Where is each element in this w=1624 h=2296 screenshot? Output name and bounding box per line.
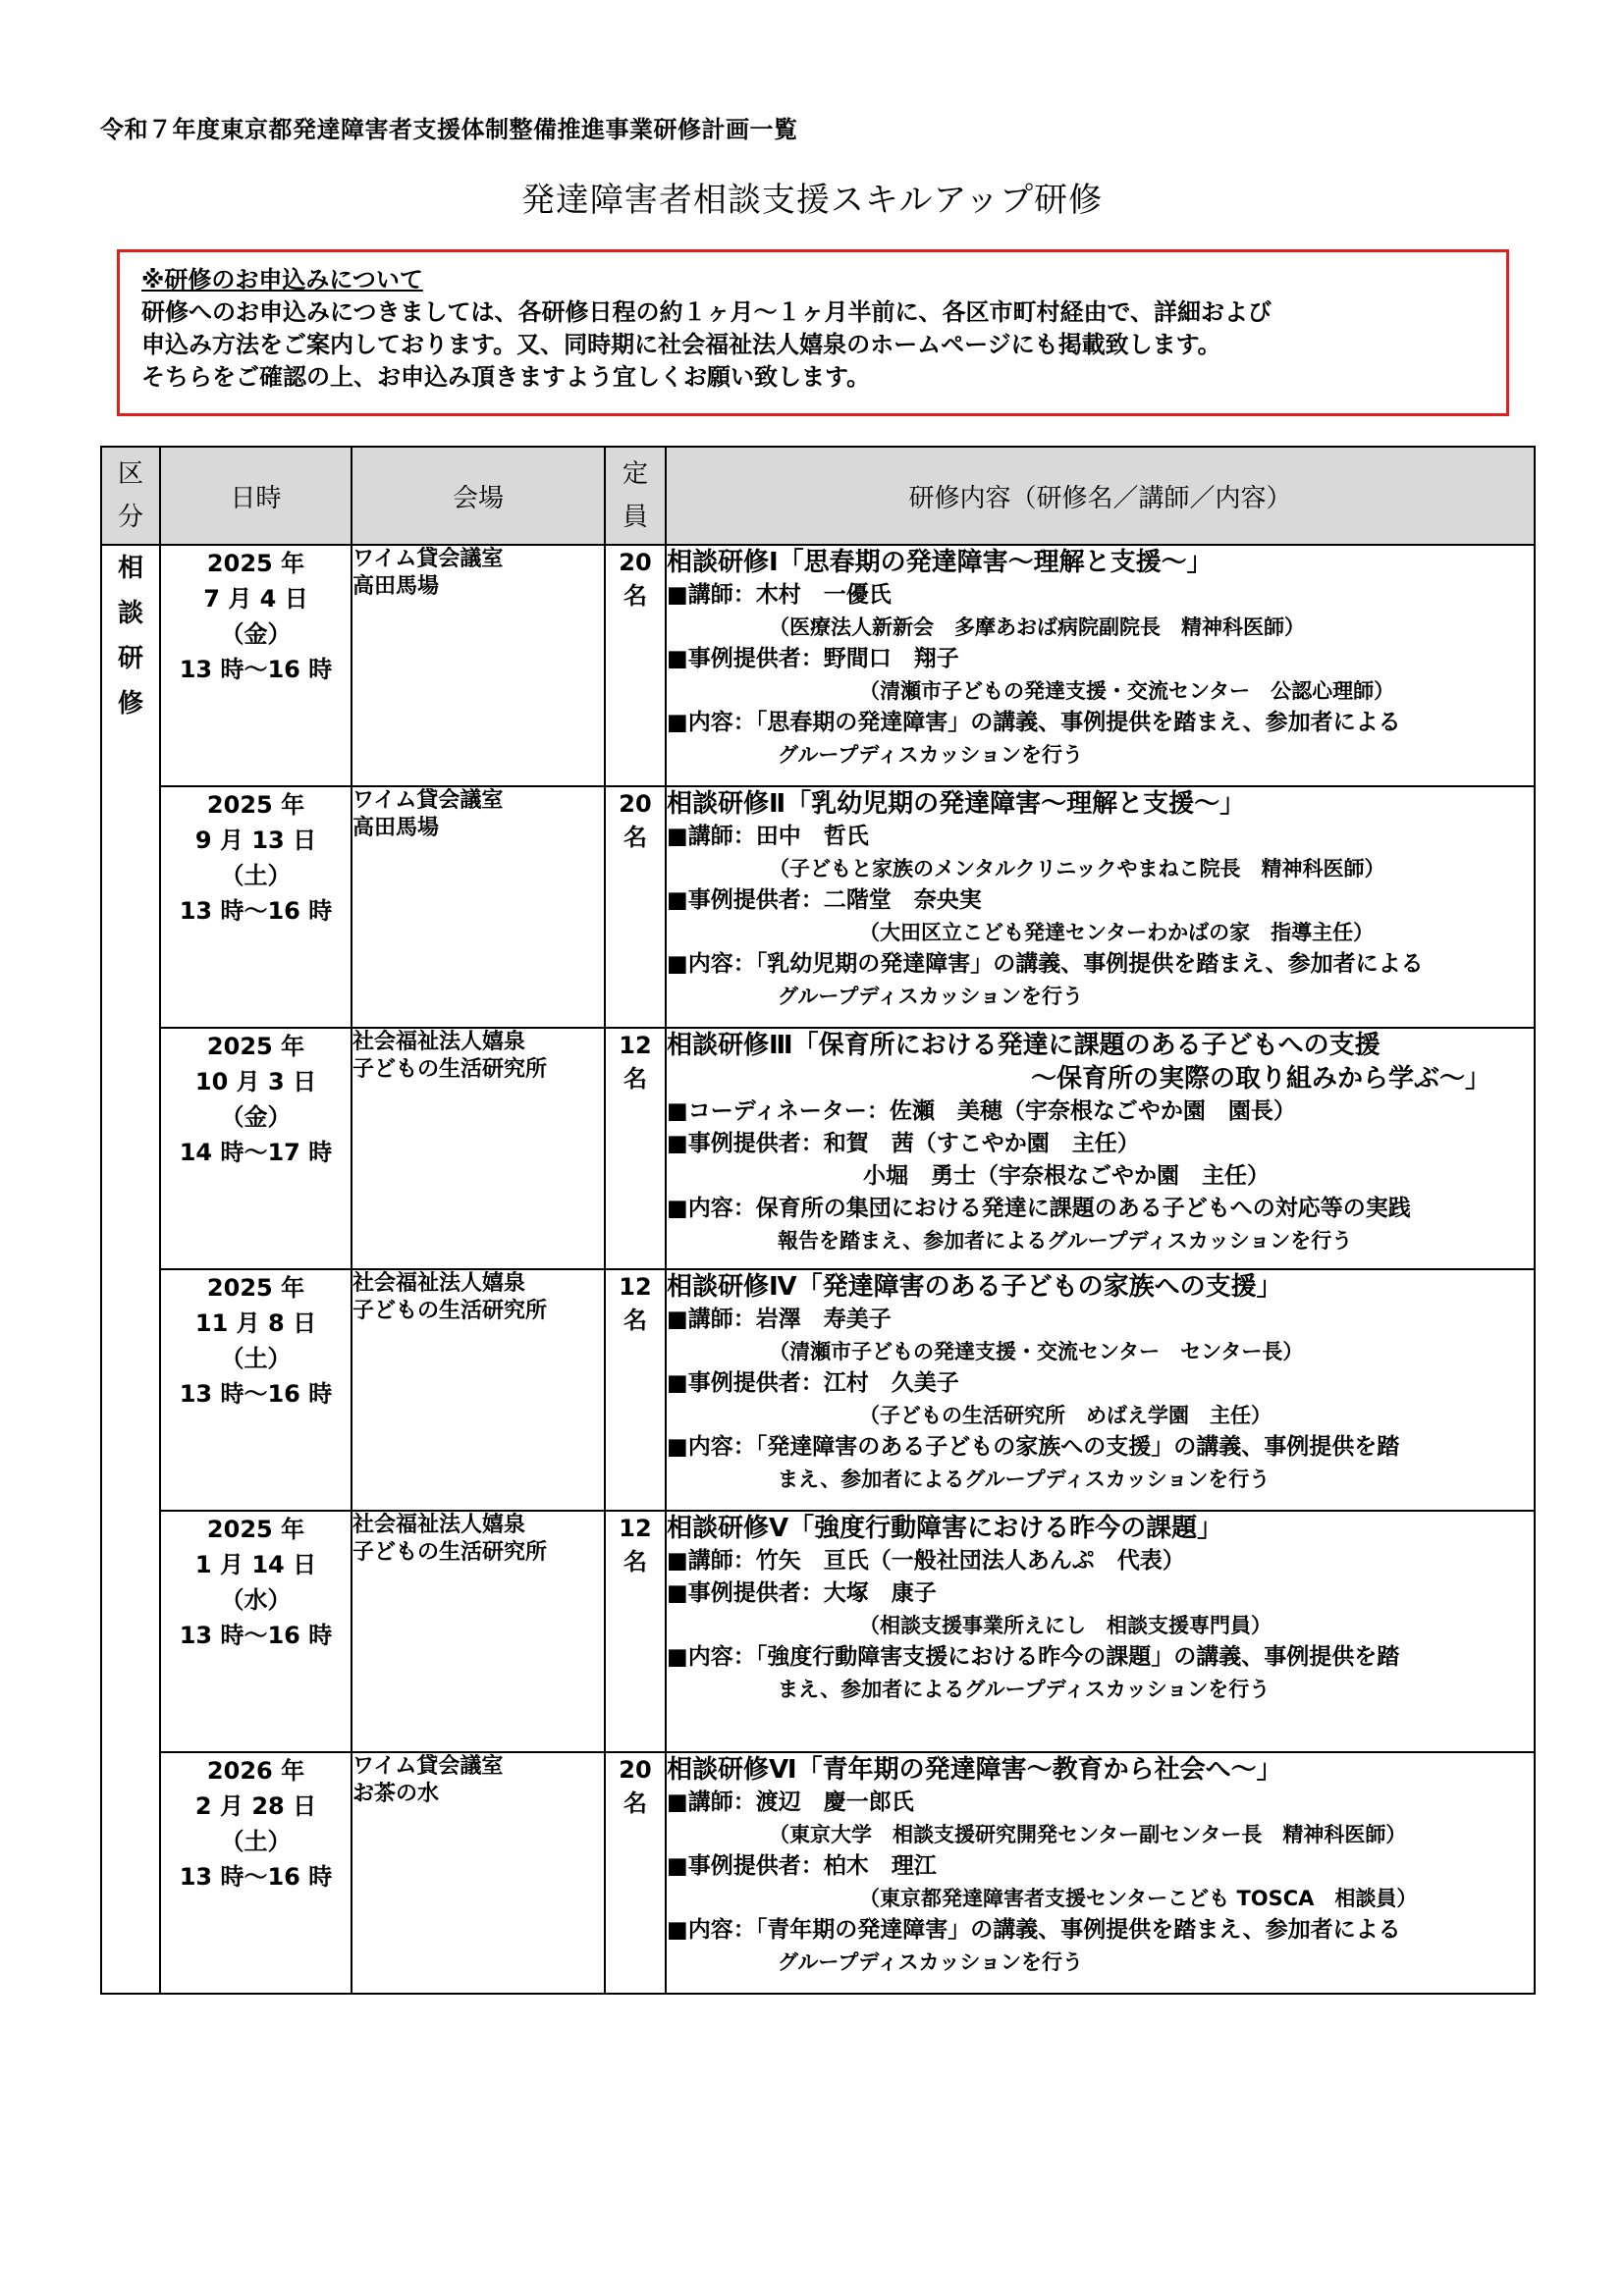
- date-cell: 2025 年 9 月 13 日 （土） 13 時～16 時: [160, 786, 352, 1028]
- plan-title: 令和７年度東京都発達障害者支援体制整備推進事業研修計画一覧: [100, 116, 798, 143]
- case-presenter: ■事例提供者：和賀 茜（すこやか園 主任）: [667, 1131, 1140, 1156]
- table-row: [101, 1028, 1535, 1269]
- session-detail-cont: グループディスカッションを行う: [778, 985, 1084, 1008]
- case-affiliation: （子どもの生活研究所 めばえ学園 主任）: [859, 1404, 1272, 1427]
- venue-cell: ワイム貸会議室 高田馬場: [352, 786, 605, 1028]
- content-cell: [666, 545, 1535, 786]
- header-capacity: 定 員: [605, 447, 666, 545]
- session-detail: ■内容：「乳幼児期の発達障害」の講義、事例提供を踏まえ、参加者による: [667, 951, 1424, 977]
- case-affiliation: （大田区立こども発達センターわかばの家 指導主任）: [859, 921, 1375, 944]
- coordinator: ■コーディネーター：佐瀬 美穂（宇奈根なごやか園 園長）: [667, 1098, 1296, 1124]
- table-row: [101, 786, 1535, 1028]
- case-affiliation: （清瀬市子どもの発達支援・交流センター 公認心理師）: [859, 679, 1395, 703]
- date-cell: 2025 年 7 月 4 日 （金） 13 時～16 時: [160, 545, 352, 786]
- lecturer-affiliation: （医療法人新新会 多摩あおば病院副院長 精神科医師）: [769, 615, 1305, 639]
- session-detail: ■内容：「強度行動障害支援における昨今の課題」の講義、事例提供を踏: [667, 1644, 1400, 1670]
- date-cell: 2025 年 1 月 14 日 （水） 13 時～16 時: [160, 1511, 352, 1752]
- case-presenter: ■事例提供者：柏木 理江: [667, 1853, 937, 1879]
- category-cell: 相 談 研 修: [101, 545, 160, 1994]
- session-detail-cont: まえ、参加者によるグループディスカッションを行う: [778, 1678, 1271, 1701]
- session-title: 相談研修Ⅴ「強度行動障害における昨今の課題」: [667, 1514, 1223, 1543]
- capacity-cell: 12 名: [605, 1269, 666, 1511]
- notice-title: ※研修のお申込みについて: [141, 266, 423, 294]
- lecturer-affiliation: （東京大学 相談支援研究開発センター副センター長 精神科医師）: [769, 1823, 1407, 1846]
- venue-cell: ワイム貸会議室 お茶の水: [352, 1752, 605, 1994]
- capacity-cell: 20 名: [605, 1752, 666, 1994]
- table-row: [101, 1511, 1535, 1752]
- content-cell: [666, 786, 1535, 1028]
- session-title: 相談研修Ⅰ「思春期の発達障害～理解と支援～」: [667, 548, 1213, 577]
- notice-line: 申込み方法をご案内しております。又、同時期に社会福祉法人嬉泉のホームページにも掲載致します。: [141, 331, 1221, 358]
- content-cell: [666, 1028, 1535, 1269]
- header-venue: 会場: [352, 447, 605, 545]
- venue-cell: ワイム貸会議室 高田馬場: [352, 545, 605, 786]
- capacity-cell: 20 名: [605, 545, 666, 786]
- content-cell: [666, 1511, 1535, 1752]
- session-detail-cont: グループディスカッションを行う: [778, 743, 1084, 767]
- page-title: 発達障害者相談支援スキルアップ研修: [520, 181, 1104, 220]
- session-detail-cont: まえ、参加者によるグループディスカッションを行う: [778, 1468, 1271, 1491]
- lecturer-affiliation: （清瀬市子どもの発達支援・交流センター センター長）: [769, 1340, 1304, 1363]
- date-cell: 2026 年 2 月 28 日 （土） 13 時～16 時: [160, 1752, 352, 1994]
- training-schedule-table: [100, 446, 1536, 1995]
- venue-cell: 社会福祉法人嬉泉 子どもの生活研究所: [352, 1028, 605, 1269]
- application-notice: [117, 249, 1509, 416]
- lecturer: ■講師：岩澤 寿美子: [667, 1307, 892, 1332]
- lecturer-affiliation: （子どもと家族のメンタルクリニックやまねこ院長 精神科医師）: [769, 857, 1385, 881]
- session-title: 相談研修Ⅱ「乳幼児期の発達障害～理解と支援～」: [667, 789, 1246, 819]
- session-detail-cont: 報告を踏まえ、参加者によるグループディスカッションを行う: [778, 1229, 1353, 1253]
- notice-line: そちらをご確認の上、お申込み頂きますよう宜しくお願い致します。: [141, 363, 871, 391]
- session-title: 相談研修Ⅵ「青年期の発達障害～教育から社会へ～」: [667, 1755, 1282, 1785]
- case-presenter: ■事例提供者：野間口 翔子: [667, 646, 959, 671]
- case-presenter-2: 小堀 勇士（宇奈根なごやか園 主任）: [863, 1163, 1270, 1189]
- session-detail: ■内容：「青年期の発達障害」の講義、事例提供を踏まえ、参加者による: [667, 1917, 1401, 1943]
- venue-cell: 社会福祉法人嬉泉 子どもの生活研究所: [352, 1511, 605, 1752]
- session-title: 相談研修Ⅲ「保育所における発達に課題のある子どもへの支援: [667, 1031, 1380, 1060]
- lecturer: ■講師：田中 哲氏: [667, 824, 869, 849]
- session-detail: ■内容：「発達障害のある子どもの家族への支援」の講義、事例提供を踏: [667, 1434, 1400, 1460]
- case-presenter: ■事例提供者：大塚 康子: [667, 1580, 937, 1606]
- case-affiliation: （相談支援事業所えにし 相談支援専門員）: [859, 1614, 1272, 1637]
- header-category: 区 分: [101, 447, 160, 545]
- capacity-cell: 12 名: [605, 1028, 666, 1269]
- lecturer: ■講師：渡辺 慶一郎氏: [667, 1789, 914, 1815]
- table-row: [101, 1269, 1535, 1511]
- venue-cell: 社会福祉法人嬉泉 子どもの生活研究所: [352, 1269, 605, 1511]
- content-cell: [666, 1752, 1535, 1994]
- table-header-row: [101, 447, 1535, 545]
- date-cell: 2025 年 11 月 8 日 （土） 13 時～16 時: [160, 1269, 352, 1511]
- session-detail: ■内容：「思春期の発達障害」の講義、事例提供を踏まえ、参加者による: [667, 710, 1401, 735]
- case-affiliation: （東京都発達障害者支援センターこども TOSCA 相談員）: [859, 1887, 1418, 1910]
- capacity-cell: 20 名: [605, 786, 666, 1028]
- case-presenter: ■事例提供者：江村 久美子: [667, 1370, 959, 1396]
- case-presenter: ■事例提供者：二階堂 奈央実: [667, 887, 982, 913]
- content-cell: [666, 1269, 1535, 1511]
- capacity-cell: 12 名: [605, 1511, 666, 1752]
- date-cell: 2025 年 10 月 3 日 （金） 14 時～17 時: [160, 1028, 352, 1269]
- lecturer: ■講師：木村 一優氏: [667, 582, 892, 608]
- session-detail-cont: グループディスカッションを行う: [778, 1950, 1084, 1974]
- notice-line: 研修へのお申込みにつきましては、各研修日程の約１ヶ月～１ヶ月半前に、各区市町村経由で、詳細および: [141, 298, 1272, 326]
- session-title: 相談研修Ⅳ「発達障害のある子どもの家族への支援」: [667, 1272, 1282, 1302]
- header-datetime: 日時: [160, 447, 352, 545]
- table-row: [101, 545, 1535, 786]
- table-row: [101, 1752, 1535, 1994]
- lecturer: ■講師：竹矢 亘氏（一般社団法人あんぷ 代表）: [667, 1548, 1185, 1574]
- session-detail: ■内容：保育所の集団における発達に課題のある子どもへの対応等の実践: [667, 1196, 1411, 1221]
- header-content: 研修内容（研修名／講師／内容）: [666, 447, 1535, 545]
- session-title-cont: ～保育所の実際の取り組みから学ぶ～」: [1030, 1064, 1490, 1094]
